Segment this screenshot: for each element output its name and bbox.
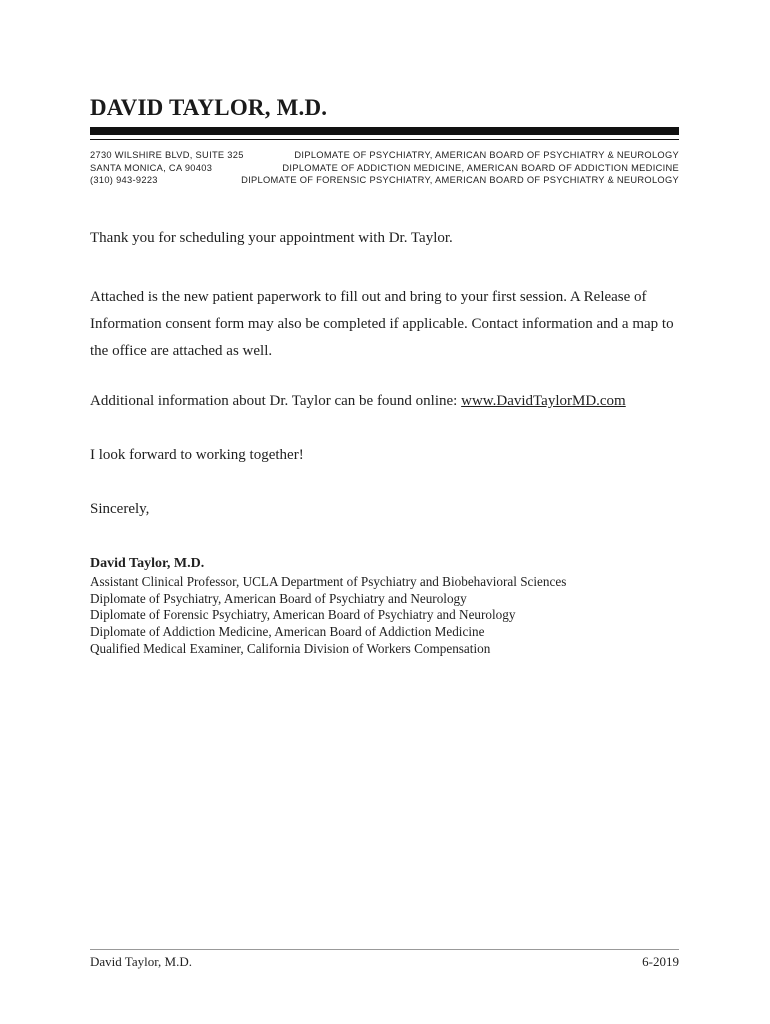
address-line: 2730 WILSHIRE BLVD, SUITE 325 xyxy=(90,150,244,160)
signature-title: Qualified Medical Examiner, California Division of Workers Compensation xyxy=(90,640,491,656)
additional-info-text: Additional information about Dr. Taylor can be found online: xyxy=(90,393,462,409)
closing-paragraph: I look forward to working together! xyxy=(90,447,304,463)
signature-title: Assistant Clinical Professor, UCLA Department of Psychiatry and Biobehavioral Sciences xyxy=(90,573,567,589)
credential-line: DIPLOMATE OF PSYCHIATRY, AMERICAN BOARD OF PSYCHIATRY & NEUROLOGY xyxy=(294,150,679,160)
footer-date: 6-2019 xyxy=(642,954,679,969)
paperwork-paragraph: Attached is the new patient paperwork to fill out and bring to your first session. A Release of Information consent form may also be completed if applicable. Contact information and a map to the office are attached as well. xyxy=(90,289,674,359)
website-link[interactable]: www.DavidTaylorMD.com xyxy=(461,393,626,409)
footer-author: David Taylor, M.D. xyxy=(90,954,192,969)
credential-line: DIPLOMATE OF ADDICTION MEDICINE, AMERICAN BOARD OF ADDICTION MEDICINE xyxy=(282,162,679,173)
letterhead-name: DAVID TAYLOR, M.D. xyxy=(90,95,328,120)
signature-title: Diplomate of Forensic Psychiatry, American Board of Psychiatry and Neurology xyxy=(90,607,516,623)
thank-you-paragraph: Thank you for scheduling your appointment with Dr. Taylor. xyxy=(90,230,453,246)
additional-info-paragraph xyxy=(90,393,680,410)
letterhead-thick-rule xyxy=(90,127,679,135)
credential-line: DIPLOMATE OF FORENSIC PSYCHIATRY, AMERICAN BOARD OF PSYCHIATRY & NEUROLOGY xyxy=(241,175,679,186)
signature-title: Diplomate of Addiction Medicine, American Board of Addiction Medicine xyxy=(90,624,485,640)
address-line: SANTA MONICA, CA 90403 xyxy=(90,162,213,173)
phone-line: (310) 943-9223 xyxy=(90,175,158,186)
sincerely-line: Sincerely, xyxy=(90,501,150,517)
signature-name: David Taylor, M.D. xyxy=(90,556,205,571)
footer-rule xyxy=(90,949,679,950)
signature-title: Diplomate of Psychiatry, American Board of Psychiatry and Neurology xyxy=(90,590,467,606)
letterhead-address xyxy=(90,149,244,187)
letterhead-thin-rule xyxy=(90,139,679,140)
letterhead-credentials xyxy=(241,149,679,187)
signature-block xyxy=(90,556,566,658)
